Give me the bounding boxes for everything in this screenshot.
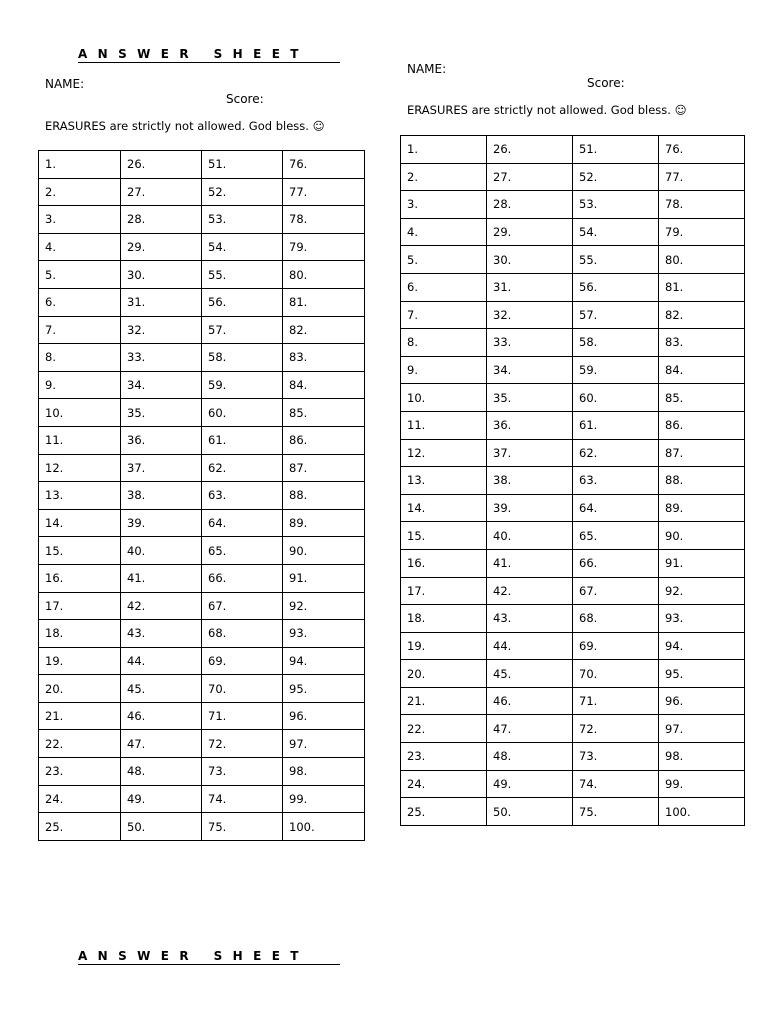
answer-row (401, 549, 745, 577)
answer-cell: 55. (573, 246, 659, 274)
answer-cell: 12. (39, 454, 121, 482)
answer-cell: 36. (121, 426, 202, 454)
answer-cell: 58. (573, 329, 659, 357)
answer-row (401, 660, 745, 688)
answer-cell: 20. (401, 660, 487, 688)
answer-cell: 44. (121, 647, 202, 675)
answer-row (39, 344, 365, 372)
answer-cell: 31. (121, 288, 202, 316)
answer-cell: 88. (283, 482, 365, 510)
answer-cell: 35. (121, 399, 202, 427)
answer-row (39, 454, 365, 482)
answer-cell: 22. (39, 730, 121, 758)
answer-row (39, 206, 365, 234)
answer-cell: 6. (401, 273, 487, 301)
answer-cell: 40. (487, 522, 573, 550)
answer-cell: 36. (487, 411, 573, 439)
answer-cell: 22. (401, 715, 487, 743)
answer-grid-right (400, 135, 745, 826)
answer-row (39, 785, 365, 813)
answer-cell: 86. (659, 411, 745, 439)
answer-cell: 80. (659, 246, 745, 274)
answer-cell: 58. (202, 344, 283, 372)
answer-cell: 11. (401, 411, 487, 439)
answer-cell: 61. (573, 411, 659, 439)
answer-cell: 47. (487, 715, 573, 743)
answer-cell: 59. (573, 356, 659, 384)
answer-cell: 70. (573, 660, 659, 688)
answer-cell: 65. (202, 537, 283, 565)
answer-cell: 97. (283, 730, 365, 758)
answer-cell: 30. (121, 261, 202, 289)
answer-cell: 97. (659, 715, 745, 743)
answer-cell: 30. (487, 246, 573, 274)
answer-cell: 1. (401, 136, 487, 164)
answer-cell: 56. (202, 288, 283, 316)
answer-cell: 82. (659, 301, 745, 329)
answer-cell: 25. (401, 798, 487, 826)
answer-row (39, 426, 365, 454)
answer-cell: 18. (39, 620, 121, 648)
answer-cell: 79. (659, 218, 745, 246)
answer-cell: 9. (401, 356, 487, 384)
answer-cell: 92. (283, 592, 365, 620)
answer-cell: 14. (401, 494, 487, 522)
answer-cell: 77. (659, 163, 745, 191)
answer-cell: 87. (659, 439, 745, 467)
score-label: Score: (226, 92, 264, 106)
answer-row (39, 316, 365, 344)
answer-cell: 72. (202, 730, 283, 758)
answer-cell: 75. (202, 813, 283, 841)
answer-cell: 83. (659, 329, 745, 357)
answer-cell: 82. (283, 316, 365, 344)
answer-cell: 42. (487, 577, 573, 605)
answer-cell: 39. (121, 509, 202, 537)
answer-cell: 43. (121, 620, 202, 648)
answer-cell: 39. (487, 494, 573, 522)
answer-cell: 10. (39, 399, 121, 427)
answer-cell: 4. (401, 218, 487, 246)
answer-cell: 53. (202, 206, 283, 234)
answer-cell: 91. (283, 564, 365, 592)
answer-row (39, 482, 365, 510)
answer-cell: 52. (202, 178, 283, 206)
answer-row (39, 564, 365, 592)
answer-cell: 31. (487, 273, 573, 301)
answer-cell: 16. (401, 549, 487, 577)
answer-cell: 50. (121, 813, 202, 841)
answer-cell: 2. (401, 163, 487, 191)
answer-cell: 80. (283, 261, 365, 289)
answer-cell: 59. (202, 371, 283, 399)
answer-cell: 98. (659, 743, 745, 771)
answer-cell: 2. (39, 178, 121, 206)
answer-cell: 100. (659, 798, 745, 826)
answer-sheet-title: ANSWER SHEET (78, 948, 340, 965)
answer-cell: 29. (121, 233, 202, 261)
answer-row (401, 273, 745, 301)
answer-row (401, 467, 745, 495)
answer-cell: 44. (487, 632, 573, 660)
answer-cell: 26. (121, 151, 202, 179)
answer-cell: 20. (39, 675, 121, 703)
answer-cell: 85. (659, 384, 745, 412)
answer-cell: 95. (283, 675, 365, 703)
answer-cell: 78. (659, 191, 745, 219)
answer-cell: 75. (573, 798, 659, 826)
answer-row (401, 522, 745, 550)
answer-cell: 86. (283, 426, 365, 454)
answer-cell: 23. (39, 758, 121, 786)
answer-cell: 99. (283, 785, 365, 813)
answer-cell: 32. (487, 301, 573, 329)
answer-row (401, 743, 745, 771)
answer-cell: 69. (573, 632, 659, 660)
answer-cell: 42. (121, 592, 202, 620)
answer-cell: 72. (573, 715, 659, 743)
answer-row (39, 702, 365, 730)
answer-cell: 33. (487, 329, 573, 357)
answer-cell: 41. (121, 564, 202, 592)
answer-row (39, 592, 365, 620)
answer-cell: 78. (283, 206, 365, 234)
answer-cell: 18. (401, 605, 487, 633)
answer-cell: 37. (487, 439, 573, 467)
answer-cell: 73. (202, 758, 283, 786)
answer-cell: 15. (401, 522, 487, 550)
answer-cell: 49. (487, 770, 573, 798)
answer-cell: 100. (283, 813, 365, 841)
answer-cell: 28. (487, 191, 573, 219)
name-label: NAME: (407, 62, 447, 76)
answer-cell: 93. (659, 605, 745, 633)
answer-cell: 46. (487, 687, 573, 715)
answer-cell: 37. (121, 454, 202, 482)
answer-row (401, 494, 745, 522)
answer-cell: 57. (573, 301, 659, 329)
answer-row (401, 798, 745, 826)
answer-cell: 85. (283, 399, 365, 427)
answer-row (39, 178, 365, 206)
answer-cell: 93. (283, 620, 365, 648)
answer-cell: 68. (573, 605, 659, 633)
answer-cell: 6. (39, 288, 121, 316)
answer-row (401, 605, 745, 633)
answer-cell: 90. (659, 522, 745, 550)
answer-cell: 14. (39, 509, 121, 537)
answer-cell: 91. (659, 549, 745, 577)
answer-cell: 12. (401, 439, 487, 467)
answer-cell: 48. (487, 743, 573, 771)
answer-cell: 71. (202, 702, 283, 730)
answer-cell: 32. (121, 316, 202, 344)
answer-cell: 98. (283, 758, 365, 786)
answer-cell: 60. (573, 384, 659, 412)
answer-cell: 84. (283, 371, 365, 399)
answer-row (401, 770, 745, 798)
answer-row (39, 758, 365, 786)
answer-cell: 67. (573, 577, 659, 605)
answer-cell: 77. (283, 178, 365, 206)
answer-cell: 96. (659, 687, 745, 715)
answer-cell: 17. (401, 577, 487, 605)
answer-cell: 27. (121, 178, 202, 206)
answer-cell: 71. (573, 687, 659, 715)
answer-row (401, 715, 745, 743)
answer-cell: 47. (121, 730, 202, 758)
answer-cell: 34. (121, 371, 202, 399)
answer-cell: 90. (283, 537, 365, 565)
answer-cell: 55. (202, 261, 283, 289)
answer-cell: 54. (573, 218, 659, 246)
answer-cell: 7. (39, 316, 121, 344)
answer-cell: 94. (283, 647, 365, 675)
answer-cell: 19. (39, 647, 121, 675)
score-label: Score: (587, 76, 625, 90)
answer-cell: 61. (202, 426, 283, 454)
answer-cell: 10. (401, 384, 487, 412)
answer-cell: 29. (487, 218, 573, 246)
answer-cell: 66. (202, 564, 283, 592)
answer-cell: 63. (573, 467, 659, 495)
answer-cell: 34. (487, 356, 573, 384)
answer-cell: 76. (659, 136, 745, 164)
answer-row (39, 647, 365, 675)
answer-cell: 24. (401, 770, 487, 798)
answer-grid-left (38, 150, 365, 841)
answer-cell: 67. (202, 592, 283, 620)
answer-cell: 9. (39, 371, 121, 399)
answer-cell: 74. (573, 770, 659, 798)
answer-row (39, 730, 365, 758)
answer-row (401, 163, 745, 191)
answer-row (401, 439, 745, 467)
answer-cell: 27. (487, 163, 573, 191)
answer-row (401, 246, 745, 274)
answer-cell: 81. (283, 288, 365, 316)
erasures-note: ERASURES are strictly not allowed. God bless. ☺ (407, 103, 687, 117)
answer-cell: 56. (573, 273, 659, 301)
answer-cell: 45. (487, 660, 573, 688)
answer-row (39, 675, 365, 703)
answer-sheet-title: ANSWER SHEET (78, 46, 340, 63)
answer-cell: 60. (202, 399, 283, 427)
answer-cell: 11. (39, 426, 121, 454)
answer-cell: 70. (202, 675, 283, 703)
answer-cell: 8. (401, 329, 487, 357)
answer-cell: 57. (202, 316, 283, 344)
answer-cell: 17. (39, 592, 121, 620)
answer-cell: 3. (401, 191, 487, 219)
answer-cell: 28. (121, 206, 202, 234)
answer-cell: 7. (401, 301, 487, 329)
answer-cell: 51. (573, 136, 659, 164)
answer-cell: 65. (573, 522, 659, 550)
answer-row (39, 261, 365, 289)
answer-cell: 66. (573, 549, 659, 577)
answer-row (401, 632, 745, 660)
answer-cell: 73. (573, 743, 659, 771)
answer-row (401, 384, 745, 412)
answer-row (401, 411, 745, 439)
answer-cell: 54. (202, 233, 283, 261)
answer-row (401, 329, 745, 357)
answer-cell: 33. (121, 344, 202, 372)
answer-cell: 24. (39, 785, 121, 813)
answer-cell: 15. (39, 537, 121, 565)
answer-cell: 5. (401, 246, 487, 274)
answer-cell: 40. (121, 537, 202, 565)
answer-cell: 88. (659, 467, 745, 495)
answer-cell: 83. (283, 344, 365, 372)
answer-row (39, 399, 365, 427)
answer-cell: 92. (659, 577, 745, 605)
answer-cell: 64. (202, 509, 283, 537)
answer-cell: 25. (39, 813, 121, 841)
answer-row (39, 151, 365, 179)
answer-cell: 48. (121, 758, 202, 786)
answer-cell: 21. (39, 702, 121, 730)
answer-cell: 26. (487, 136, 573, 164)
answer-cell: 87. (283, 454, 365, 482)
erasures-note: ERASURES are strictly not allowed. God bless. ☺ (45, 119, 325, 133)
answer-cell: 5. (39, 261, 121, 289)
answer-cell: 35. (487, 384, 573, 412)
answer-cell: 4. (39, 233, 121, 261)
answer-cell: 8. (39, 344, 121, 372)
answer-cell: 64. (573, 494, 659, 522)
answer-row (39, 537, 365, 565)
answer-cell: 96. (283, 702, 365, 730)
answer-cell: 49. (121, 785, 202, 813)
answer-row (39, 371, 365, 399)
answer-row (401, 136, 745, 164)
answer-row (401, 687, 745, 715)
answer-cell: 1. (39, 151, 121, 179)
answer-row (401, 577, 745, 605)
answer-cell: 79. (283, 233, 365, 261)
answer-cell: 62. (573, 439, 659, 467)
answer-cell: 13. (401, 467, 487, 495)
answer-row (401, 301, 745, 329)
answer-cell: 51. (202, 151, 283, 179)
answer-cell: 13. (39, 482, 121, 510)
answer-row (401, 218, 745, 246)
answer-cell: 46. (121, 702, 202, 730)
answer-row (39, 288, 365, 316)
answer-cell: 84. (659, 356, 745, 384)
answer-cell: 76. (283, 151, 365, 179)
answer-cell: 99. (659, 770, 745, 798)
answer-cell: 43. (487, 605, 573, 633)
answer-cell: 81. (659, 273, 745, 301)
answer-row (401, 191, 745, 219)
answer-row (39, 620, 365, 648)
answer-cell: 41. (487, 549, 573, 577)
answer-row (401, 356, 745, 384)
answer-cell: 3. (39, 206, 121, 234)
answer-cell: 68. (202, 620, 283, 648)
answer-row (39, 509, 365, 537)
answer-cell: 45. (121, 675, 202, 703)
answer-cell: 50. (487, 798, 573, 826)
answer-cell: 63. (202, 482, 283, 510)
name-label: NAME: (45, 77, 85, 91)
answer-cell: 16. (39, 564, 121, 592)
answer-cell: 53. (573, 191, 659, 219)
answer-cell: 95. (659, 660, 745, 688)
answer-cell: 74. (202, 785, 283, 813)
answer-cell: 21. (401, 687, 487, 715)
answer-cell: 38. (487, 467, 573, 495)
answer-cell: 23. (401, 743, 487, 771)
answer-cell: 52. (573, 163, 659, 191)
answer-cell: 94. (659, 632, 745, 660)
answer-cell: 19. (401, 632, 487, 660)
answer-row (39, 233, 365, 261)
answer-row (39, 813, 365, 841)
answer-cell: 89. (283, 509, 365, 537)
answer-cell: 62. (202, 454, 283, 482)
answer-cell: 69. (202, 647, 283, 675)
answer-cell: 89. (659, 494, 745, 522)
answer-cell: 38. (121, 482, 202, 510)
